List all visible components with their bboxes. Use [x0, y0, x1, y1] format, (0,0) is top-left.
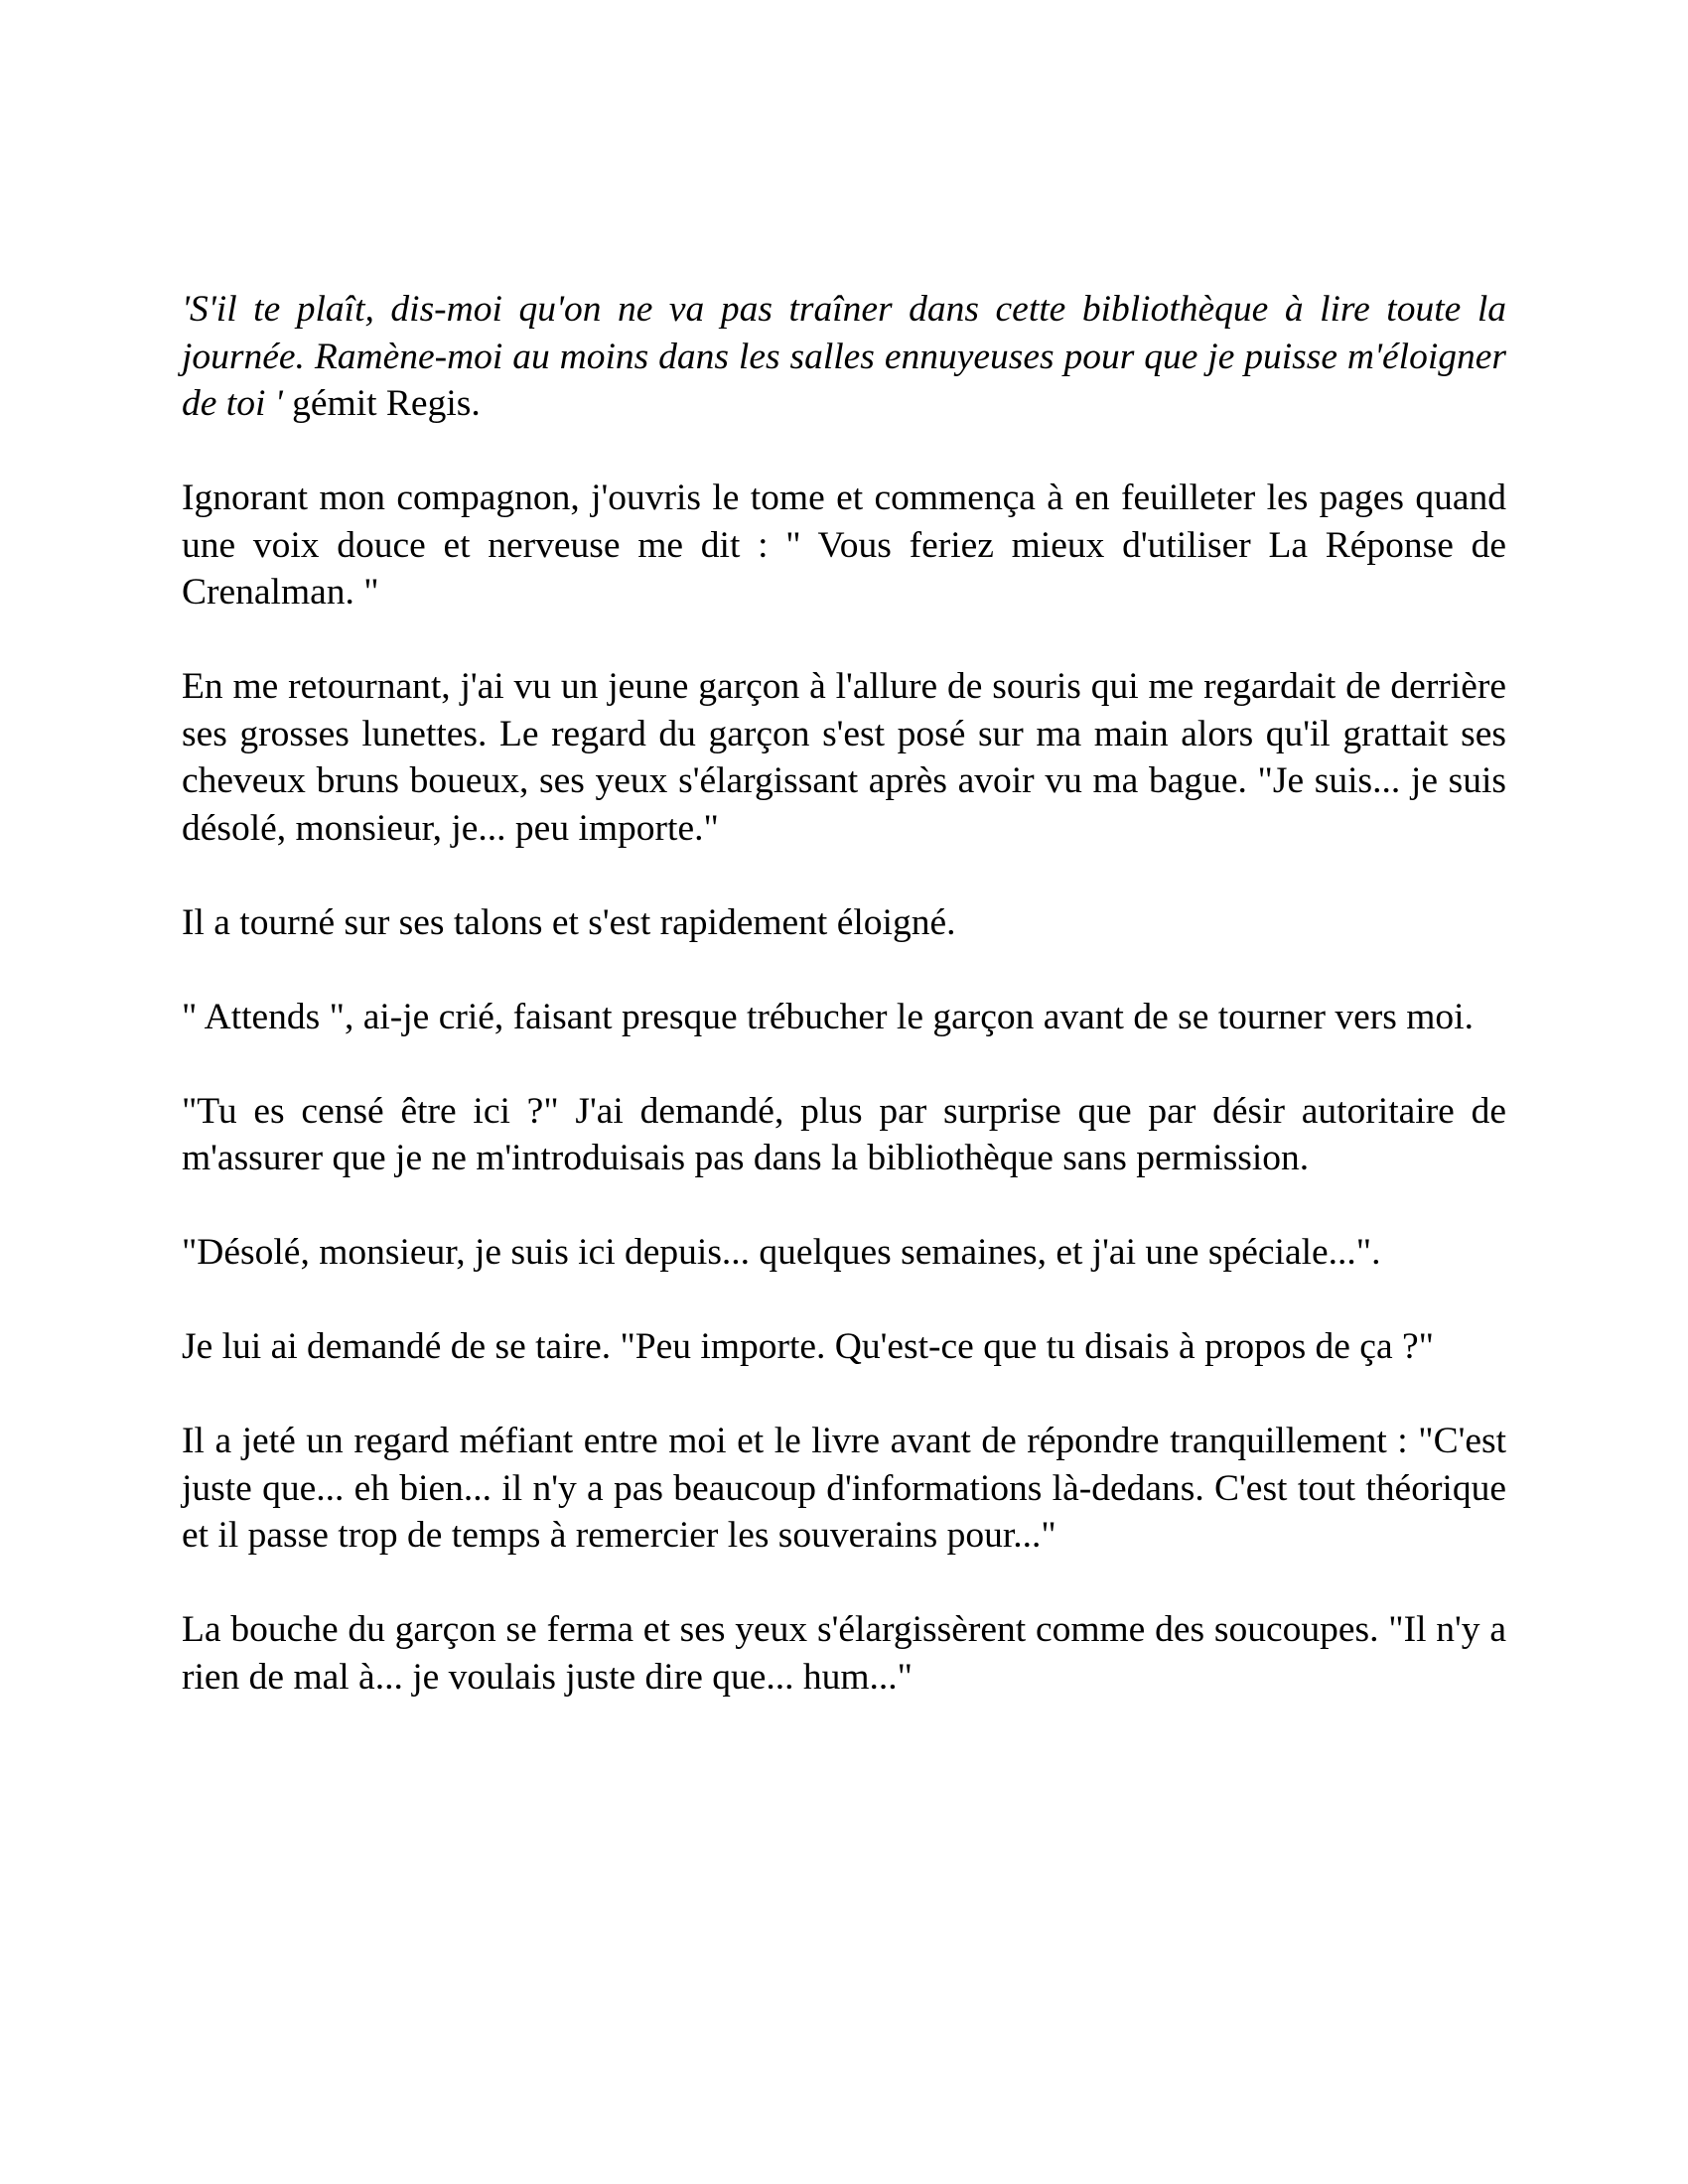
paragraph-3: En me retournant, j'ai vu un jeune garçon à l'allure de souris qui me regardait de derrière ses grosses lunettes. Le regard du garçon s'est posé sur ma main alors qu'il grattait ses cheveux bruns boueux, ses yeux s'élargissant après avoir vu ma bague. "Je suis... je suis désolé, monsieur, je... peu importe." — [182, 666, 1506, 849]
paragraph-10: La bouche du garçon se ferma et ses yeux s'élargissèrent comme des soucoupes. "Il n'y a rien de mal à... je voulais juste dire que... hum..." — [182, 1609, 1506, 1698]
paragraph-8: Je lui ai demandé de se taire. "Peu importe. Qu'est-ce que tu disais à propos de ça ?" — [182, 1326, 1434, 1367]
paragraph-5: " Attends ", ai-je crié, faisant presque trébucher le garçon avant de se tourner vers moi. — [182, 996, 1474, 1037]
paragraph-1 — [182, 286, 1506, 428]
paragraph-2: Ignorant mon compagnon, j'ouvris le tome et commença à en feuilleter les pages quand une voix douce et nerveuse me dit : " Vous feriez mieux d'utiliser La Réponse de Crenalman. " — [182, 478, 1506, 613]
paragraph-4: Il a tourné sur ses talons et s'est rapidement éloigné. — [182, 901, 956, 943]
paragraph-1-text: gémit Regis. — [282, 383, 481, 424]
document-body — [182, 286, 1506, 1748]
paragraph-1-italic-speech: 'S'il te plaît, dis-moi qu'on ne va pas traîner dans cette bibliothèque à lire toute la journée. Ramène-moi au moins dans les salles ennuyeuses pour que je puisse m'éloigner de toi ' — [182, 289, 1506, 424]
paragraph-7: "Désolé, monsieur, je suis ici depuis... quelques semaines, et j'ai une spéciale...". — [182, 1232, 1381, 1273]
paragraph-6: "Tu es censé être ici ?" J'ai demandé, plus par surprise que par désir autoritaire de m'assurer que je ne m'introduisais pas dans la bibliothèque sans permission. — [182, 1090, 1506, 1178]
paragraph-9: Il a jeté un regard méfiant entre moi et le livre avant de répondre tranquillement : "C'est juste que... eh bien... il n'y a pas beaucoup d'informations là-dedans. C'est tout théorique et il passe trop de temps à remercier les souverains pour..." — [182, 1421, 1506, 1556]
